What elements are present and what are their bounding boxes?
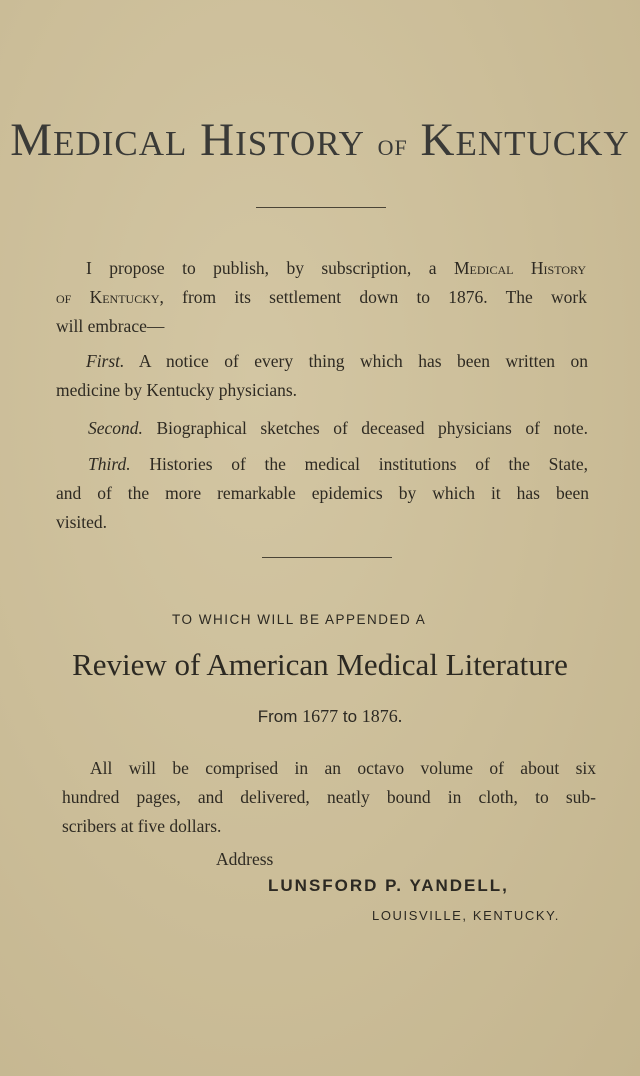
item-third-text: Histories of the medical institutions of the State, — [149, 454, 589, 474]
section-divider — [262, 557, 392, 558]
intro-line-2 — [56, 283, 587, 312]
address-label: Address — [216, 849, 274, 869]
item-first-text: A notice of every thing which has been written on — [138, 351, 588, 371]
closing-line-3: scribers at five dollars. — [62, 816, 222, 836]
intro-line-2-text: from its settlement down to 1876. The work — [182, 287, 587, 307]
title-history-initial: H — [200, 114, 236, 166]
item-first-line-1 — [86, 347, 588, 376]
item-third-line-2: and of the more remarkable epidemics by which it has been — [56, 483, 589, 503]
item-third-label: Third. — [88, 454, 131, 474]
intro-line-1-text: I propose to publish, by subscription, a — [86, 258, 437, 278]
item-third-line-3: visited. — [56, 512, 108, 532]
intro-line-1-smallcaps: Medical History — [453, 258, 587, 278]
title-divider — [256, 207, 386, 208]
item-second-line-1 — [88, 414, 588, 443]
review-title: Review of American Medical Literature — [72, 647, 568, 682]
date-range-to: to — [342, 707, 358, 726]
date-range-from: From — [257, 707, 298, 726]
item-second-text: Biographical sketches of deceased physicians of note. — [156, 418, 588, 438]
title-kentucky-rest: ENTUCKY — [455, 124, 630, 163]
title-of: OF — [377, 135, 408, 160]
closing-line-1: All will be comprised in an octavo volume of about six — [90, 758, 596, 778]
title-kentucky-initial: K — [420, 114, 456, 166]
page-title — [0, 112, 640, 176]
appended-heading: TO WHICH WILL BE APPENDED A — [172, 612, 427, 627]
author-location: LOUISVILLE, KENTUCKY. — [372, 908, 560, 923]
item-second-label: Second. — [88, 418, 143, 438]
title-medical-initial: M — [10, 114, 54, 166]
author-name: LUNSFORD P. YANDELL, — [268, 876, 509, 895]
item-third-line-1 — [88, 450, 588, 479]
intro-line-2-smallcaps: of Kentucky, — [56, 287, 164, 307]
title-medical-rest: EDICAL — [53, 124, 188, 163]
item-first-label: First. — [86, 351, 125, 371]
date-range-end: 1876. — [361, 706, 403, 726]
item-first-line-2: medicine by Kentucky physicians. — [56, 380, 298, 400]
date-range-start: 1677 — [302, 706, 339, 726]
intro-line-3: will embrace— — [56, 316, 165, 336]
closing-line-2: hundred pages, and delivered, neatly bound in cloth, to sub- — [62, 787, 596, 807]
date-range — [0, 706, 640, 727]
title-history-rest: ISTORY — [235, 124, 365, 163]
intro-line-1 — [86, 254, 586, 283]
